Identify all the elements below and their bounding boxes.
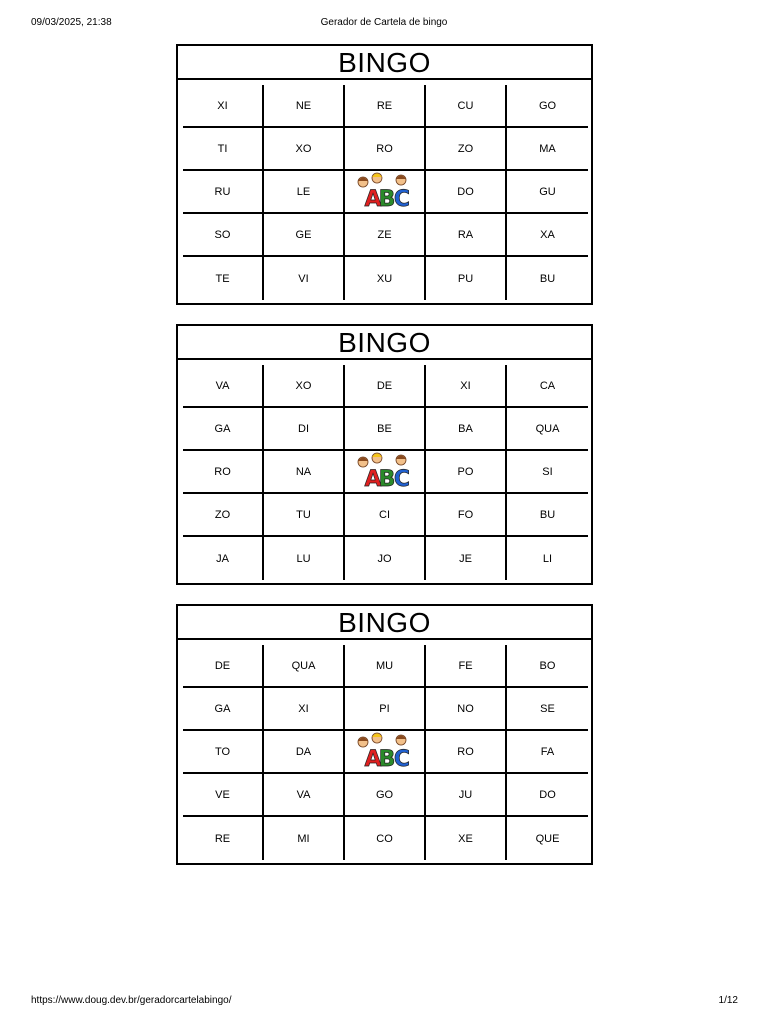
card-title: BINGO [178, 46, 591, 80]
bingo-cell: VE [183, 774, 264, 817]
bingo-cell: RA [426, 214, 507, 257]
free-space-cell [345, 451, 426, 494]
bingo-cell: SO [183, 214, 264, 257]
bingo-cell: NO [426, 688, 507, 731]
bingo-cell: RO [345, 128, 426, 171]
card-title: BINGO [178, 606, 591, 640]
bingo-cell: XO [264, 365, 345, 408]
bingo-cell: FA [507, 731, 588, 774]
bingo-cell: XA [507, 214, 588, 257]
bingo-cell: DO [426, 171, 507, 214]
bingo-cell: DO [507, 774, 588, 817]
bingo-cell: PO [426, 451, 507, 494]
print-footer-url[interactable]: https://www.doug.dev.br/geradorcartelabingo/ [31, 995, 232, 1006]
bingo-cell: LE [264, 171, 345, 214]
bingo-cell: XI [264, 688, 345, 731]
abc-letter-1: B [378, 186, 395, 212]
print-footer-page-number: 1/12 [718, 995, 738, 1006]
bingo-cell: VA [264, 774, 345, 817]
bingo-cell: TE [183, 257, 264, 300]
bingo-cell: TU [264, 494, 345, 537]
bingo-cell: FO [426, 494, 507, 537]
bingo-cell: XI [183, 85, 264, 128]
bingo-cell: QUA [507, 408, 588, 451]
bingo-cell: BU [507, 494, 588, 537]
bingo-cell: ZO [426, 128, 507, 171]
bingo-cell: CA [507, 365, 588, 408]
bingo-cell: TI [183, 128, 264, 171]
bingo-cell: DI [264, 408, 345, 451]
abc-letter-0: A [363, 746, 382, 772]
bingo-cell: RU [183, 171, 264, 214]
abc-letter-1: B [378, 466, 395, 492]
bingo-cell: XO [264, 128, 345, 171]
bingo-cell: ZO [183, 494, 264, 537]
bingo-cell: SI [507, 451, 588, 494]
bingo-card [176, 44, 593, 305]
bingo-cell: QUA [264, 645, 345, 688]
print-header-datetime: 09/03/2025, 21:38 [31, 17, 112, 28]
bingo-cell: GO [507, 85, 588, 128]
free-space-cell [345, 171, 426, 214]
bingo-cell: DE [345, 365, 426, 408]
bingo-cell: BO [507, 645, 588, 688]
bingo-grid [183, 365, 588, 581]
bingo-cell: BE [345, 408, 426, 451]
bingo-cell: GU [507, 171, 588, 214]
abc-kids-icon [353, 732, 417, 772]
bingo-grid [183, 645, 588, 861]
bingo-cell: BU [539, 272, 556, 285]
bingo-cell: RE [345, 85, 426, 128]
bingo-cell: RE [183, 817, 264, 860]
abc-kids-icon [353, 172, 417, 212]
abc-kids-icon [353, 452, 417, 492]
bingo-cell: CI [345, 494, 426, 537]
abc-letter-1: B [378, 746, 395, 772]
bingo-cell: ZE [345, 214, 426, 257]
bingo-cell: VI [264, 257, 345, 300]
bingo-cell: CO [345, 817, 426, 860]
bingo-cell: FE [426, 645, 507, 688]
bingo-cell: GA [183, 408, 264, 451]
bingo-cell: MU [345, 645, 426, 688]
bingo-cell: GE [264, 214, 345, 257]
abc-letter-2: C [393, 466, 410, 492]
bingo-cell: JO [345, 537, 426, 580]
card-title: BINGO [178, 326, 591, 360]
bingo-cell: MA [507, 128, 588, 171]
bingo-cell: LU [264, 537, 345, 580]
bingo-cell: QUE [535, 832, 560, 845]
bingo-cell: PI [345, 688, 426, 731]
bingo-cell: JU [426, 774, 507, 817]
bingo-cell: TO [183, 731, 264, 774]
bingo-cell: CU [426, 85, 507, 128]
bingo-cell: SE [507, 688, 588, 731]
bingo-cell: JE [426, 537, 507, 580]
bingo-card [176, 604, 593, 865]
bingo-cell: XE [426, 817, 507, 860]
abc-letter-0: A [363, 186, 382, 212]
bingo-cell: VA [183, 365, 264, 408]
bingo-cell: NE [264, 85, 345, 128]
print-header-title: Gerador de Cartela de bingo [320, 17, 448, 28]
bingo-cell: DA [264, 731, 345, 774]
bingo-cell: RO [426, 731, 507, 774]
bingo-cell: DE [183, 645, 264, 688]
bingo-cell: MI [264, 817, 345, 860]
free-space-cell [345, 731, 426, 774]
abc-letter-2: C [393, 746, 410, 772]
bingo-cell: XU [345, 257, 426, 300]
bingo-cell: XI [426, 365, 507, 408]
bingo-cell: GA [183, 688, 264, 731]
bingo-cell: LI [542, 552, 553, 565]
bingo-cell: RO [183, 451, 264, 494]
bingo-cell: BA [426, 408, 507, 451]
bingo-grid [183, 85, 588, 301]
abc-letter-0: A [363, 466, 382, 492]
bingo-cell: NA [264, 451, 345, 494]
abc-letter-2: C [393, 186, 410, 212]
bingo-cell: GO [345, 774, 426, 817]
bingo-cell: JA [183, 537, 264, 580]
bingo-cell: PU [426, 257, 507, 300]
bingo-card [176, 324, 593, 585]
